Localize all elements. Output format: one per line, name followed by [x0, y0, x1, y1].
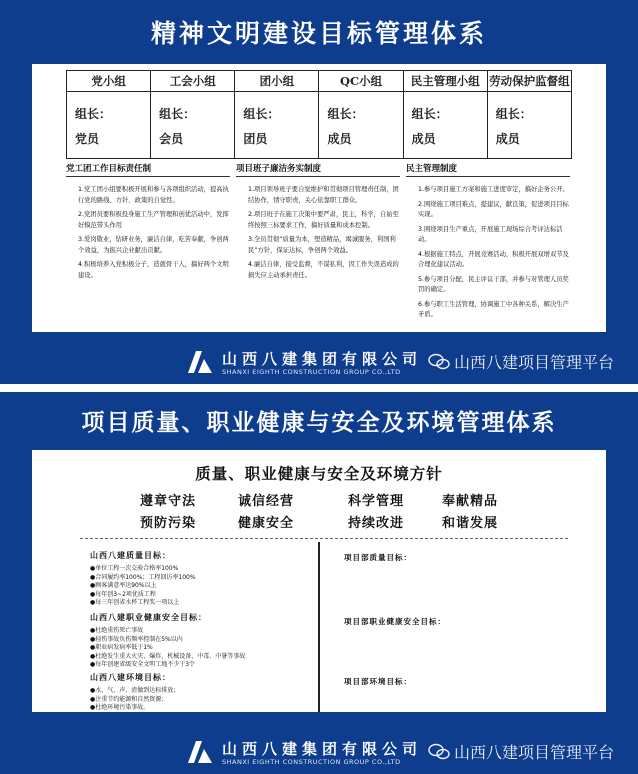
watermark-text: 山西八建项目管理平台 [453, 353, 614, 372]
company-logo-icon [186, 349, 214, 375]
motto: 预防污染 [140, 516, 197, 531]
environment-goals [90, 672, 310, 713]
rule-item: 2.党团员要积极投身施工生产管理和创优活动中，发挥好模范带头作用 [78, 211, 229, 229]
company-logo-icon [186, 739, 214, 765]
group-cell [235, 92, 319, 159]
goal-item: ●水、气、声、渣做到达标排放； [90, 687, 180, 694]
group-name: 工会小组 [151, 71, 235, 92]
watermark [428, 740, 614, 763]
group-name: 党小组 [67, 71, 151, 92]
company-name-cn: 山西八建集团有限公司 [222, 740, 423, 758]
group-members: 团员 [243, 132, 268, 146]
column-heading: 项目班子廉洁务实制度 [236, 162, 400, 177]
project-environment-goal-label: 项目部环境目标： [344, 677, 412, 686]
board2-title: 项目质量、职业健康与安全及环境管理体系 [81, 409, 557, 436]
column-heading: 民主管理制度 [406, 162, 570, 177]
board-management-system [0, 392, 638, 774]
group-cell [319, 92, 403, 159]
goal-item: ●杜绝环境污染事故。 [90, 704, 150, 712]
rule-item: 2.围绕施工项目难点，提建议，献良策，促进项目目标实现。 [418, 200, 569, 218]
group-members: 党员 [75, 132, 100, 146]
motto: 遵章守法 [140, 494, 197, 509]
rule-item: 6.参与职工生活管理，协调施工中各种关系，解决生产矛盾。 [418, 300, 569, 318]
group-members: 会员 [159, 132, 184, 146]
group-leader: 组长： [159, 107, 196, 121]
goal-item: ●轻伤事故负伤频率控制在5%以内 [90, 635, 183, 643]
rule-item: 2.项目班子在施工决策中要严肃，民主，科学，自始至终按照三标要求工作，搞好质量和成本控制。 [248, 211, 399, 229]
motto: 奉献精品 [442, 494, 499, 509]
rule-item: 4.积极培养入党积极分子，造就骨干人，搞好两个文明建设。 [78, 261, 229, 279]
board2-panel [32, 450, 606, 712]
motto: 诚信经营 [238, 494, 295, 509]
section-heading: 山西八建职业健康安全目标： [90, 613, 207, 622]
rules-column-team [236, 162, 400, 285]
group-cell [67, 92, 151, 159]
goal-item: ●每年创3~2项优质工程 [90, 590, 156, 598]
goal-item: ●每年创建省级安全文明工地不少于3个 [90, 661, 196, 669]
goal-item: ●单位工程一次交验合格率100% [90, 565, 179, 572]
rule-item: 4.廉洁自律，接受监督，不谋私利，因工作失误造成的损失应主动承担责任。 [248, 261, 399, 279]
section-heading: 山西八建环境目标： [90, 673, 171, 682]
group-leader: 组长： [327, 107, 364, 121]
group-leader: 组长： [75, 107, 112, 121]
safety-goals [90, 612, 310, 670]
group-name: 民主管理小组 [403, 71, 487, 92]
dashed-divider [80, 538, 568, 539]
goal-item: ●每三年创省水杯工程奖一项以上 [90, 599, 180, 607]
group-leader: 组长： [495, 107, 532, 121]
vertical-divider [318, 542, 320, 712]
rules-column-party [66, 162, 230, 285]
group-members: 成员 [327, 132, 352, 146]
goal-item: ●合同履约率100%；工程回访率100% [90, 573, 196, 581]
watermark-text: 山西八建项目管理平台 [453, 743, 614, 762]
group-members: 成员 [411, 132, 436, 146]
goal-item: ●注重节约能源和自然资源； [90, 695, 168, 703]
goal-item: ●杜绝重伤死亡事故 [90, 627, 144, 634]
project-safety-goal-label: 项目部职业健康安全目标： [344, 617, 446, 626]
rule-item: 1.参与项目施工方案和施工进度审定，搞好企务公开。 [418, 186, 569, 193]
chat-bubble-icon [428, 743, 450, 761]
board-civilization [0, 0, 638, 384]
board2-footer [0, 730, 638, 774]
project-quality-goal-label: 项目部质量目标： [344, 553, 412, 562]
rule-item: 3.爱岗敬业，钻研业务，廉洁自律，吃苦奉献，争创两个效益，为振兴企业献出贡献。 [78, 236, 229, 254]
rule-item: 4.根据施工特点，开展竞赛活动，积极开展双增双节及合理化建议活动。 [418, 250, 569, 268]
rule-item: 3.围绕项目生产重点，开展施工现场综合考评达标活动。 [418, 225, 563, 243]
rules-column-democracy [406, 162, 570, 325]
watermark [428, 350, 614, 373]
group-members: 成员 [495, 132, 520, 146]
company-name-en: SHANXI EIGHTH CONSTRUCTION GROUP CO.,LTD [222, 758, 401, 766]
motto: 健康安全 [238, 516, 295, 531]
group-leader: 组长： [411, 107, 448, 121]
goal-item: ●杜绝发生重大火灾、爆炸、机械设备、中毒、中暑等事故 [90, 652, 246, 660]
group-name: 劳动保护监督组 [487, 71, 571, 92]
group-leader: 组长： [243, 107, 280, 121]
column-heading: 党工团工作目标责任制 [66, 162, 230, 177]
quality-goals [90, 550, 310, 608]
rule-item: 1.党工团小组要积极开展和参与各项组织活动，提高执行党的路线、方针、政策的自觉性。 [78, 186, 229, 204]
company-name-cn: 山西八建集团有限公司 [222, 350, 423, 368]
group-name: 团小组 [235, 71, 319, 92]
motto: 和谐发展 [442, 516, 499, 531]
goal-item: ●职业病发病率低于1% [90, 644, 153, 652]
rule-item: 5.参与项目分配，民主评议干部，并参与对管理人员奖罚的确定。 [418, 275, 569, 293]
group-cell [487, 92, 571, 159]
groups-table [66, 70, 572, 159]
company-name-en: SHANXI EIGHTH CONSTRUCTION GROUP CO.,LTD [222, 368, 401, 376]
board1-title: 精神文明建设目标管理体系 [150, 19, 487, 48]
group-cell [403, 92, 487, 159]
group-cell [151, 92, 235, 159]
motto: 持续改进 [348, 516, 405, 531]
section-heading: 山西八建质量目标： [90, 551, 171, 560]
rule-item: 1.项目领导班子要自觉维护和贯彻项目管理责任制，团结协作，情守职责，关心依靠职工群众。 [248, 186, 399, 204]
board1-panel [32, 64, 606, 332]
goal-item: ●顾客满意率达90%以上 [90, 582, 157, 590]
chat-bubble-icon [428, 353, 450, 371]
board1-footer [0, 340, 638, 384]
motto: 科学管理 [348, 494, 405, 509]
group-name: QC小组 [319, 71, 403, 92]
rule-item: 3.全员贯彻“质量为本，塑造精品，竭诚服务，利国利民”方针，保证达标，争创两个效益。 [248, 236, 396, 254]
policy-title: 质量、职业健康与安全及环境方针 [195, 464, 443, 483]
